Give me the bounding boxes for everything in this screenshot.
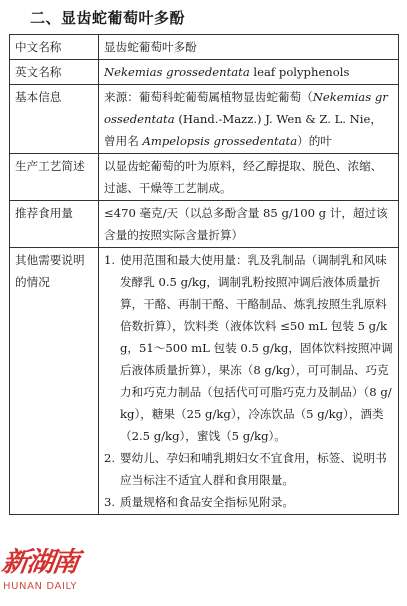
english-name-suffix: leaf polyphenols bbox=[249, 65, 350, 79]
row-label-chinese-name: 中文名称 bbox=[10, 35, 99, 60]
watermark-logo-text: 新湖南 bbox=[0, 547, 80, 578]
list-item bbox=[104, 249, 393, 447]
table-row bbox=[10, 154, 399, 201]
row-value-chinese-name: 显齿蛇葡萄叶多酚 bbox=[99, 35, 399, 60]
source-text: 来源：葡萄科蛇葡萄属植物显齿蛇葡萄（ bbox=[104, 90, 313, 104]
row-value-process: 以显齿蛇葡萄的叶为原料，经乙醇提取、脱色、浓缩、过滤、干燥等工艺制成。 bbox=[99, 154, 399, 201]
table-row bbox=[10, 201, 399, 248]
latin-name: Nekemias grossedentata bbox=[104, 90, 388, 126]
list-item bbox=[104, 491, 393, 513]
table-row bbox=[10, 60, 399, 85]
row-value-recommended-intake: ≤470 毫克/天（以总多酚含量 85 g/100 g 计，超过该含量的按照实际含量折算） bbox=[99, 201, 399, 248]
authority-text: (Hand.-Mazz.) J. Wen & Z. L. Nie，曾用名 bbox=[104, 112, 382, 148]
section-heading: 二、显齿蛇葡萄叶多酚 bbox=[30, 9, 186, 27]
table-row bbox=[10, 35, 399, 60]
latin-name: Nekemias grossedentata bbox=[104, 65, 250, 79]
spec-table bbox=[9, 34, 399, 515]
watermark-sub-text: HUNAN DAILY bbox=[3, 581, 78, 592]
former-latin-name: Ampelopsis grossedentata bbox=[142, 134, 298, 148]
row-value-basic-info bbox=[99, 85, 399, 154]
list-number: 3. bbox=[104, 495, 116, 509]
list-number: 2. bbox=[104, 451, 116, 465]
notes-list bbox=[104, 249, 393, 513]
list-text: 婴幼儿、孕妇和哺乳期妇女不宜食用，标签、说明书应当标注不适宜人群和食用限量。 bbox=[120, 451, 387, 487]
table-row bbox=[10, 248, 399, 515]
list-text: 使用范围和最大使用量：乳及乳制品（调制乳和风味发酵乳 0.5 g/kg，调制乳粉按照冲调后液体质量折算，干酪、再制干酪、干酪制品、炼乳按照生乳原料倍数折算），饮料类（液体饮料 ≤50 mL 包装 5 g/kg，51～500 mL 包装 0.5 g/kg，固体饮料按照冲调后液体质量折算），果冻（8 g/kg），可可制品、巧克力和巧克力制品（包括代可可脂巧克力及制品）（8 g/kg），糖果（25 g/kg），冷冻饮品（5 g/kg），酒类（2.5 g/kg），蜜饯（5 g/kg）。 bbox=[120, 253, 393, 443]
row-label-english-name: 英文名称 bbox=[10, 60, 99, 85]
row-value-english-name bbox=[99, 60, 399, 85]
watermark-logo bbox=[2, 546, 82, 604]
list-text: 质量规格和食品安全指标见附录。 bbox=[120, 495, 294, 509]
row-label-recommended-intake: 推荐食用量 bbox=[10, 201, 99, 248]
source-text-end: ）的叶 bbox=[297, 134, 332, 148]
row-label-other-notes: 其他需要说明的情况 bbox=[10, 248, 99, 515]
row-label-basic-info: 基本信息 bbox=[10, 85, 99, 154]
list-item bbox=[104, 447, 393, 491]
table-row bbox=[10, 85, 399, 154]
list-number: 1. bbox=[104, 253, 116, 267]
row-value-other-notes bbox=[99, 248, 399, 515]
row-label-process: 生产工艺简述 bbox=[10, 154, 99, 201]
